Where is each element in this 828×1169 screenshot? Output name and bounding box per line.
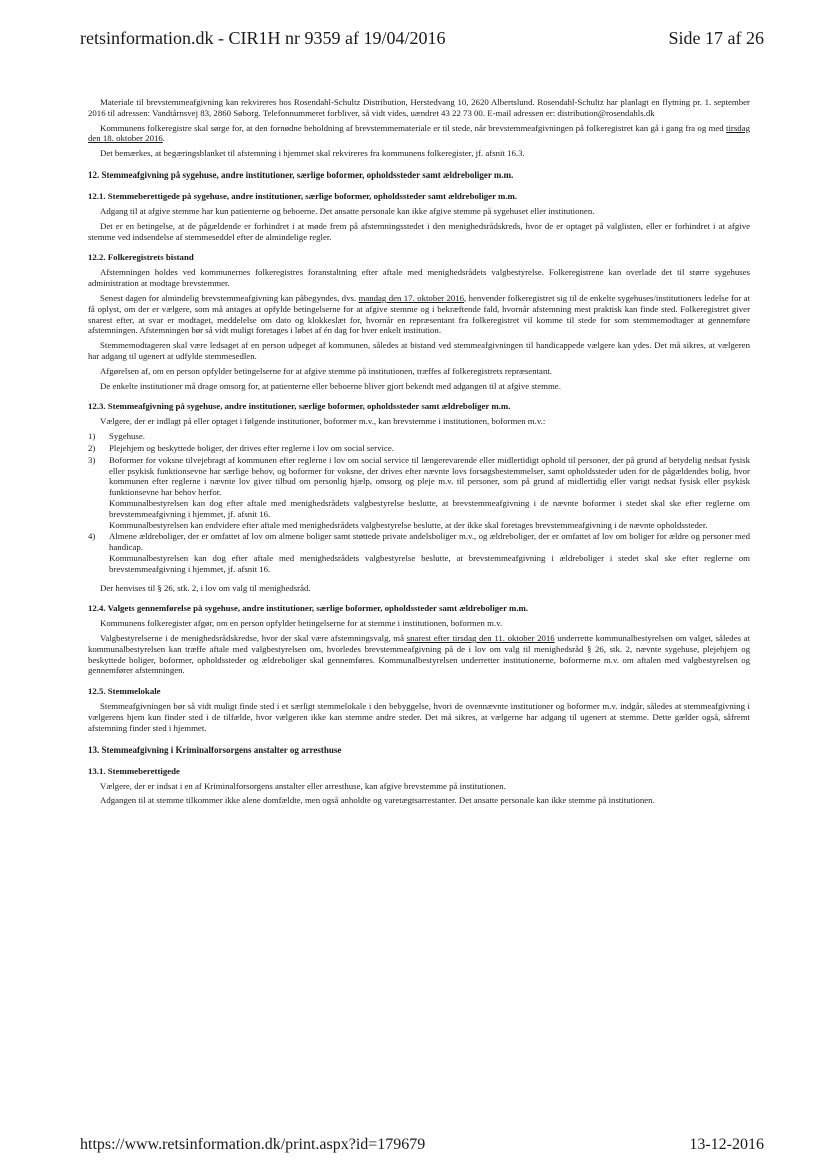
paragraph: Kommunens folkeregister afgør, om en person opfylder betingelserne for at stemme i institutionen, boformen m.v. <box>100 618 503 629</box>
section-heading: 12. Stemmeafgivning på sygehuse, andre institutioner, særlige boformer, opholdssteder samt ældreboliger m.m. <box>88 169 514 180</box>
list-subparagraph: Kommunalbestyrelsen kan dog efter aftale med menighedsrådets valgbestyrelse beslutte, at brevstemmeafgivning i de nævnte boformer i stedet skal ske efter reglerne om brevstemmeafgivning i hjemmet, jf. afsnit 16. <box>109 497 750 519</box>
section-heading: 13. Stemmeafgivning i Kriminalforsorgens anstalter og arresthuse <box>88 744 342 755</box>
list-subparagraph: Kommunalbestyrelsen kan dog efter aftale med menighedsrådets valgbestyrelse beslutte, at brevstemmeafgivning i ældreboliger i stedet skal ske efter reglerne om brevstemmeafgivning i hjemmet, jf. afsnit 16. <box>109 552 750 574</box>
paragraph: Afstemningen holdes ved kommunernes folkeregistres foranstaltning efter aftale med menighedsrådets valgbestyrelse. Folkeregistrene kan overlade det til større sygehuses administration at modtage brevstemmer. <box>88 267 750 289</box>
paragraph: De enkelte institutioner må drage omsorg for, at patienterne eller beboerne bliver gjort bekendt med adgangen til at afgive stemme. <box>100 380 561 391</box>
date-highlight: tirsdag den 18. oktober 2016 <box>88 122 750 144</box>
paragraph: Stemmeafgivningen bør så vidt muligt finde sted i et særligt stemmelokale i den bebyggelse, hvori de ovennævnte institutioner og boformer m.v. indgår, således at stemmeafgivning i vælgerens hjem kun finder sted i de tilfælde, hvor vælgeren ikke kan stemme andre steder. Det må sikres, at vælgerne har adgang til ugenert at stemme. Dette gælder også, såfremt afstemning finder sted i hjemmet. <box>88 701 750 733</box>
page-number: Side 17 af 26 <box>668 28 764 48</box>
document-title: retsinformation.dk - CIR1H nr 9359 af 19/04/2016 <box>80 28 446 48</box>
print-date: 13-12-2016 <box>689 1136 764 1153</box>
subsection-heading: 12.1. Stemmeberettigede på sygehuse, andre institutioner, særlige boformer, opholdssteder samt ældreboliger m.m. <box>88 190 518 201</box>
numbered-list <box>88 431 750 574</box>
paragraph: Adgangen til at stemme tilkommer ikke alene domfældte, men også anholdte og varetægtsarrestanter. Det ansatte personale kan ikke stemme på institutionen. <box>100 795 655 806</box>
document-body <box>88 97 750 810</box>
paragraph: Vælgere, der er indlagt på eller optaget i følgende institutioner, boformer m.v., kan brevstemme i institutionen, boformen m.v.: <box>100 416 546 427</box>
subsection-heading: 12.2. Folkeregistrets bistand <box>88 252 194 263</box>
source-url: https://www.retsinformation.dk/print.aspx?id=179679 <box>80 1136 426 1153</box>
date-highlight: mandag den 17. oktober 2016 <box>358 292 465 303</box>
list-item: 4) Almene ældreboliger, der er omfattet af lov om almene boliger samt støttede private andelsboliger m.v., og ældreboliger, der er omfattet af lov om boliger for ældre og personer med handicap. Kommunalbestyrelsen kan dog efter aftale med menighedsrådets valgbestyrelse beslutte, at brevstemmeafgivning i ældreboliger i stedet skal ske efter reglerne om brevstemmeafgivning i hjemmet, jf. afsnit 16. <box>88 531 750 574</box>
paragraph: Det bemærkes, at begæringsblanket til afstemning i hjemmet skal rekvireres fra kommunens folkeregister, jf. afsnit 16.3. <box>100 148 525 159</box>
paragraph: Vælgere, der er indsat i en af Kriminalforsorgens anstalter eller arresthuse, kan afgive brevstemme på institutionen. <box>100 780 506 791</box>
list-item: 1) Sygehuse. <box>88 431 145 442</box>
date-highlight: snarest efter tirsdag den 11. oktober 2016 <box>406 633 555 644</box>
page-footer <box>80 1136 764 1154</box>
paragraph: Adgang til at afgive stemme har kun patienterne og beboerne. Det ansatte personale kan ikke afgive stemme på sygehuset eller institutionen. <box>100 205 595 216</box>
paragraph: Materiale til brevstemmeafgivning kan rekvireres hos Rosendahl-Schultz Distribution, Herstedvang 10, 2620 Albertslund. Rosendahl-Schultz har planlagt en flytning pr. 1. september 2016 til adressen: Vandtårnsvej 83, 2860 Søborg. Telefonnummeret forbliver, så vidt vides, uændret 43 22 73 00. E-mail adressen er: distribution@rosendahls.dk <box>88 97 750 118</box>
paragraph: Valgbestyrelserne i de menighedsrådskredse, hvor der skal være afstemningsvalg, må snarest efter tirsdag den 11. oktober 2016 underrette kommunalbestyrelsen om valget, således at kommunalbestyrelsen kan træffe aftale med valgbestyrelsen om, hvorledes brevstemmeafgivning på de i lov om valg til menighedsråd § 26, stk. 2, nævnte sygehuse, plejehjem og beskyttede boliger, boformer, opholdssteder og ældreboliger skal gennemføres. Kommunalbestyrelsen underretter institutionerne, boformerne m.v. om aftalen med valgbestyrelsen og gennemfører afstemningen. <box>88 633 750 676</box>
subsection-heading: 13.1. Stemmeberettigede <box>88 765 180 776</box>
paragraph: Senest dagen for almindelig brevstemmeafgivning kan påbegyndes, dvs. mandag den 17. oktober 2016, henvender folkeregistret sig til de enkelte sygehuses/institutioners ledelse for at få oplyst, om der er vælgere, som må antages at opfylde betingelserne for at afgive stemme og i bekræftende fald, hvornår afstemning mest praktisk kan finde sted. Folkeregistret giver snarest efter, at svar er modtaget, meddelelse om dato og klokkeslæt for, hvornår en repræsentant fra folkeregistret vil komme til stede for som stemmemodtager at gennemføre afstemningen. Afstemningen bør så vidt muligt foretages i løbet af én dag for hver enkelt institution. <box>88 292 751 336</box>
paragraph: Stemmemodtageren skal være ledsaget af en person udpeget af kommunen, således at bistand ved stemmeafgivningen til handicappede vælgere kan ydes. Det må sikres, at vælgeren har adgang til ugenert at udfylde stemmesedlen. <box>88 340 750 361</box>
list-item: 3) Boformer for voksne tilvejebragt af kommunen efter reglerne i lov om social service til længerevarende eller midlertidigt ophold til personer, der på grund af betydelig nedsat fysisk eller psykisk funktionsevne har særlige behov, og boformer for voksne, der drives efter nævnte lovs forsøgsbestemmelser, samt opholdssteder uden for de pågældendes bolig, hvor kommunen efter reglerne i nævnte lov giver tilbud om personlig hjælp, omsorg og pleje m.v. til personer, som på grund af midlertidig eller varigt nedsat fysisk eller psykisk funktionsevne har behov herfor. Kommunalbestyrelsen kan dog efter aftale med menighedsrådets valgbestyrelse beslutte, at brevstemmeafgivning i de nævnte boformer i stedet skal ske efter reglerne om brevstemmeafgivning i hjemmet, jf. afsnit 16. Kommunalbestyrelsen kan endvidere efter aftale med menighedsrådets valgbestyrelse beslutte, at der ikke skal foretages brevstemmeafgivning i de nævnte opholdssteder. <box>88 454 750 530</box>
list-item: 2) Plejehjem og beskyttede boliger, der drives efter reglerne i lov om social service. <box>88 442 394 453</box>
subsection-heading: 12.4. Valgets gennemførelse på sygehuse, andre institutioner, særlige boformer, opholdssteder samt ældreboliger m.m. <box>88 603 529 614</box>
page-header <box>80 28 764 49</box>
paragraph: Det er en betingelse, at de pågældende er forhindret i at møde frem på afstemningsstedet i den menighedsrådskreds, hvor de er optaget på valglisten, eller er forhindret i at afgive stemme ved indsendelse af stemmeseddel efter de almindelige regler. <box>88 220 750 242</box>
subsection-heading: 12.3. Stemmeafgivning på sygehuse, andre institutioner, særlige boformer, opholdssteder samt ældreboliger m.m. <box>88 401 511 412</box>
paragraph: Afgørelsen af, om en person opfylder betingelserne for at afgive stemme på institutionen, træffes af folkeregistrets repræsentant. <box>100 365 552 376</box>
subsection-heading: 12.5. Stemmelokale <box>88 686 161 697</box>
list-subparagraph: Kommunalbestyrelsen kan endvidere efter aftale med menighedsrådets valgbestyrelse beslutte, at der ikke skal foretages brevstemmeafgivning i de nævnte opholdssteder. <box>109 519 708 530</box>
paragraph: Kommunens folkeregistre skal sørge for, at den fornødne beholdning af brevstemmemateriale er til stede, når brevstemmeafgivningen på folkeregistret kan gå i gang fra og med tirsdag den 18. oktober 2016. <box>88 122 750 144</box>
paragraph: Der henvises til § 26, stk. 2, i lov om valg til menighedsråd. <box>100 582 311 593</box>
